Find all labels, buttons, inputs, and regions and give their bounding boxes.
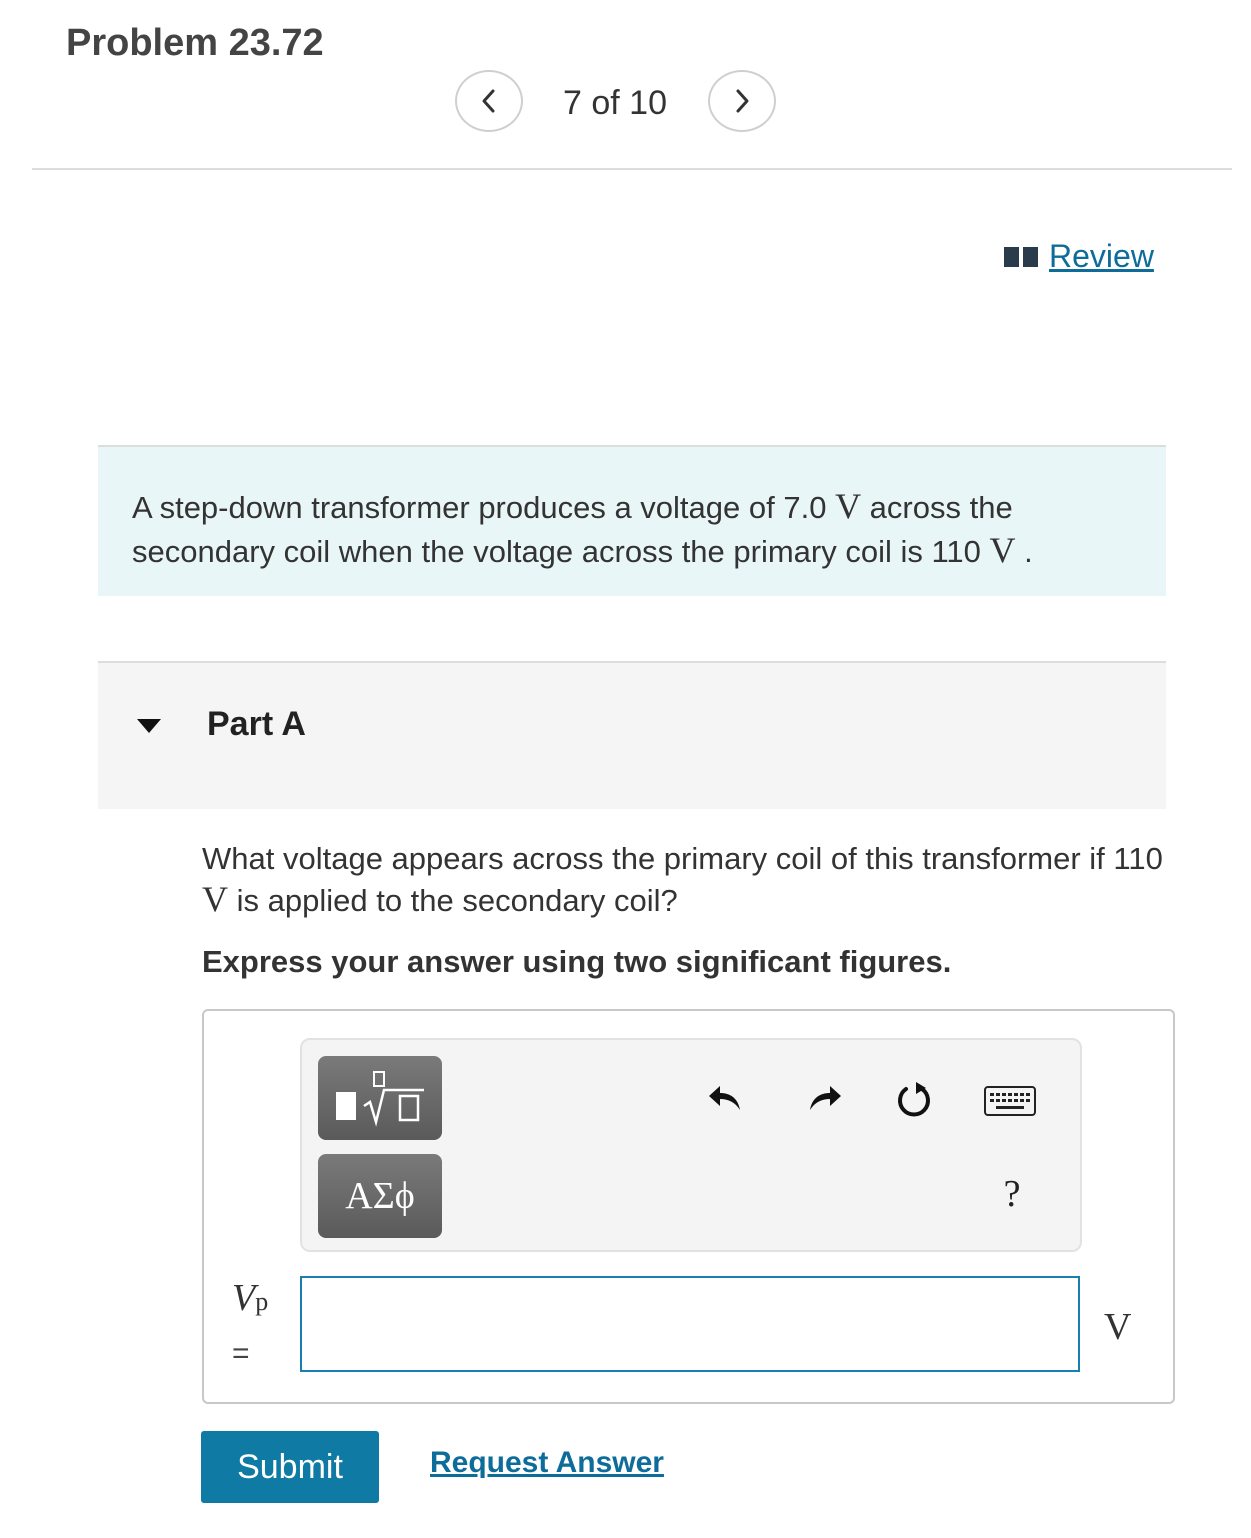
book-icon xyxy=(1003,246,1039,268)
answer-unit: V xyxy=(1104,1306,1132,1348)
problem-title: Problem 23.72 xyxy=(66,22,324,64)
keyboard-icon[interactable] xyxy=(984,1086,1036,1116)
variable-subscript: p xyxy=(255,1287,269,1316)
answer-area xyxy=(202,1009,1175,1404)
submit-button[interactable]: Submit xyxy=(201,1431,379,1503)
equals-sign: = xyxy=(232,1337,250,1370)
pager-position: 7 of 10 xyxy=(563,84,667,122)
header-divider xyxy=(32,168,1232,170)
templates-button[interactable] xyxy=(318,1056,442,1140)
undo-icon[interactable] xyxy=(706,1078,746,1118)
review-label: Review xyxy=(1049,238,1154,274)
math-toolbar xyxy=(300,1038,1082,1252)
unit-volts: V xyxy=(989,530,1016,570)
request-answer-link[interactable]: Request Answer xyxy=(430,1446,664,1479)
review-link[interactable] xyxy=(1003,238,1154,275)
unit-volts: V xyxy=(835,486,862,526)
problem-statement: A step-down transformer produces a voltage of 7.0 V across the secondary coil when the voltage across the primary coil is 110 V . xyxy=(98,445,1166,596)
reset-icon[interactable] xyxy=(894,1080,934,1120)
redo-icon[interactable] xyxy=(804,1078,844,1118)
part-a-header[interactable] xyxy=(98,661,1166,809)
variable-label: Vp xyxy=(232,1277,269,1319)
unit-volts: V xyxy=(202,879,228,919)
caret-down-icon[interactable] xyxy=(136,717,162,735)
answer-instruction: Express your answer using two significant figures. xyxy=(202,944,952,979)
help-icon[interactable]: ? xyxy=(1003,1173,1021,1215)
templates-icon xyxy=(330,1068,430,1128)
chevron-right-icon xyxy=(731,88,753,114)
next-problem-button[interactable] xyxy=(708,70,776,132)
chevron-left-icon xyxy=(478,88,500,114)
greek-symbols-button[interactable]: ΑΣϕ xyxy=(318,1154,442,1238)
part-label: Part A xyxy=(207,705,306,743)
question-text: What voltage appears across the primary coil of this transformer if 110 V is applied to the secondary coil? xyxy=(202,841,1163,919)
answer-input[interactable] xyxy=(300,1276,1080,1372)
previous-problem-button[interactable] xyxy=(455,70,523,132)
